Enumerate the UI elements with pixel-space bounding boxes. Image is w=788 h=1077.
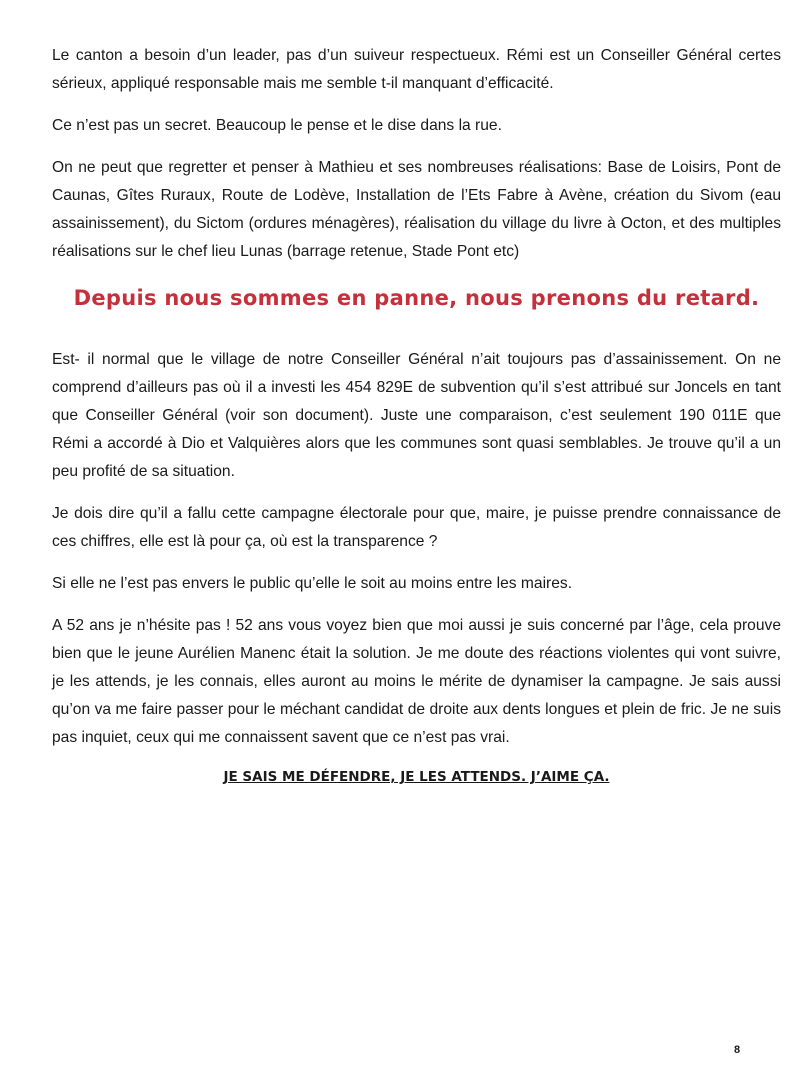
paragraph-leader: Le canton a besoin d’un leader, pas d’un suiveur respectueux. Rémi est un Conseiller Général certes sérieux, appliqué responsable mais me semble t-il manquant d’efficacité. bbox=[52, 47, 781, 92]
headline: Depuis nous sommes en panne, nous prenons du retard. bbox=[73, 286, 760, 310]
paragraph-maires: Si elle ne l’est pas envers le public qu’elle le soit au moins entre les maires. bbox=[52, 575, 573, 592]
paragraph-secret: Ce n’est pas un secret. Beaucoup le pense et le dise dans la rue. bbox=[52, 117, 502, 134]
paragraph-age: A 52 ans je n’hésite pas ! 52 ans vous voyez bien que moi aussi je suis concerné par l’âge, cela prouve bien que le jeune Aurélien Manenc était la solution. Je me doute des réactions violentes qui vont suivre, je les attends, je les connais, elles auront au moins le mérite de dynamiser la campagne. Je sais aussi qu’on va me faire passer pour le méchant candidat de droite aux dents longues et plein de fric. Je ne suis pas inquiet, ceux qui me connaissent savent que ce n’est pas vrai. bbox=[52, 617, 781, 746]
paragraph-assainissement: Est- il normal que le village de notre Conseiller Général n’ait toujours pas d’assainissement. On ne comprend d’ailleurs pas où il a investi les 454 829E de subvention qu’il s’est attribué sur Joncels en tant que Conseiller Général (voir son document). Juste une comparaison, c’est seulement 190 011E que Rémi a accordé à Dio et Valquières alors que les communes sont quasi semblables. Je trouve qu’il a un peu profité de sa situation. bbox=[52, 351, 781, 480]
closing-statement: JE SAIS ME DÉFENDRE, JE LES ATTENDS. J’AIME ÇA. bbox=[223, 769, 610, 785]
paragraph-campagne: Je dois dire qu’il a fallu cette campagne électorale pour que, maire, je puisse prendre connaissance de ces chiffres, elle est là pour ça, où est la transparence ? bbox=[52, 505, 781, 550]
page-number: 8 bbox=[734, 1044, 741, 1056]
paragraph-realisations: On ne peut que regretter et penser à Mathieu et ses nombreuses réalisations: Base de Loisirs, Pont de Caunas, Gîtes Ruraux, Route de Lodève, Installation de l’Ets Fabre à Avène, création du Sivom (eau assainissement), du Sictom (ordures ménagères), réalisation du village du livre à Octon, et des multiples réalisations sur le chef lieu Lunas (barrage retenue, Stade Pont etc) bbox=[52, 159, 781, 260]
